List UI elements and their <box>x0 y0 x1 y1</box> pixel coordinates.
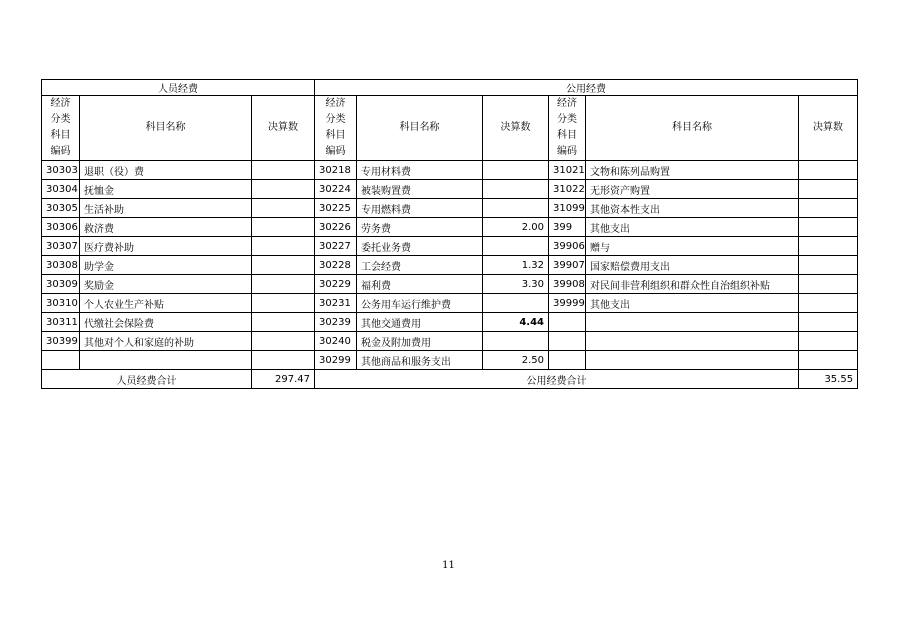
public-name-cell: 专用材料费 <box>357 161 483 180</box>
public-code-cell: 30239 <box>315 313 357 332</box>
code-header-line: 科目 <box>557 130 578 141</box>
capital-name-cell: 国家赔偿费用支出 <box>586 256 799 275</box>
personnel-amount-cell <box>252 313 315 332</box>
public-name-cell: 被装购置费 <box>357 180 483 199</box>
code-header-line: 分类 <box>50 114 71 125</box>
personnel-amount-cell <box>252 237 315 256</box>
capital-code-cell: 39906 <box>549 237 586 256</box>
personnel-name-cell: 个人农业生产补贴 <box>80 294 252 313</box>
public-name-cell: 税金及附加费用 <box>357 332 483 351</box>
public-total-label: 公用经费合计 <box>315 370 799 389</box>
code-header-line: 经济 <box>50 98 71 109</box>
capital-code-cell: 31099 <box>549 199 586 218</box>
column-header-row <box>42 96 858 161</box>
public-name-cell: 福利费 <box>357 275 483 294</box>
capital-code-cell: 31022 <box>549 180 586 199</box>
section-header-row <box>42 80 858 96</box>
capital-amount-cell <box>799 180 858 199</box>
amount-column-header: 决算数 <box>483 96 549 161</box>
capital-name-cell: 其他资本性支出 <box>586 199 799 218</box>
code-header-line: 编码 <box>325 146 346 157</box>
page-number: 11 <box>442 560 455 571</box>
capital-amount-cell <box>799 351 858 370</box>
personnel-amount-cell <box>252 199 315 218</box>
personnel-name-cell: 退职（役）费 <box>80 161 252 180</box>
public-total-value: 35.55 <box>799 370 858 389</box>
personnel-code-cell: 30303 <box>42 161 80 180</box>
table-row <box>42 275 858 294</box>
personnel-name-cell: 其他对个人和家庭的补助 <box>80 332 252 351</box>
personnel-amount-cell <box>252 180 315 199</box>
personnel-code-cell: 30307 <box>42 237 80 256</box>
personnel-code-cell <box>42 351 80 370</box>
capital-name-cell: 文物和陈列品购置 <box>586 161 799 180</box>
personnel-amount-cell <box>252 332 315 351</box>
capital-code-cell <box>549 332 586 351</box>
public-amount-cell <box>483 161 549 180</box>
public-amount-cell <box>483 237 549 256</box>
personnel-code-cell: 30399 <box>42 332 80 351</box>
capital-name-cell: 其他支出 <box>586 218 799 237</box>
code-header-line: 经济 <box>325 98 346 109</box>
table-row <box>42 237 858 256</box>
code-header-line: 分类 <box>557 114 578 125</box>
code-header-line: 分类 <box>325 114 346 125</box>
capital-amount-cell <box>799 332 858 351</box>
capital-name-cell <box>586 332 799 351</box>
capital-code-cell: 39908 <box>549 275 586 294</box>
capital-code-cell: 39999 <box>549 294 586 313</box>
name-column-header: 科目名称 <box>357 96 483 161</box>
personnel-amount-cell <box>252 351 315 370</box>
capital-code-cell: 399 <box>549 218 586 237</box>
public-section-title: 公用经费 <box>315 80 858 96</box>
public-amount-cell <box>483 294 549 313</box>
code-header-line: 编码 <box>50 146 71 157</box>
public-code-cell: 30226 <box>315 218 357 237</box>
capital-code-cell: 39907 <box>549 256 586 275</box>
table-row <box>42 161 858 180</box>
table-row <box>42 313 858 332</box>
personnel-code-cell: 30309 <box>42 275 80 294</box>
table-row <box>42 180 858 199</box>
table-row <box>42 256 858 275</box>
public-code-cell: 30224 <box>315 180 357 199</box>
code-column-header <box>42 96 80 161</box>
public-code-cell: 30240 <box>315 332 357 351</box>
public-name-cell: 工会经费 <box>357 256 483 275</box>
public-amount-cell <box>483 332 549 351</box>
public-name-cell: 其他商品和服务支出 <box>357 351 483 370</box>
personnel-name-cell: 生活补助 <box>80 199 252 218</box>
expenditure-table <box>41 79 858 389</box>
name-column-header: 科目名称 <box>80 96 252 161</box>
public-amount-cell: 3.30 <box>483 275 549 294</box>
personnel-code-cell: 30306 <box>42 218 80 237</box>
personnel-name-cell: 抚恤金 <box>80 180 252 199</box>
personnel-code-cell: 30305 <box>42 199 80 218</box>
public-name-cell: 其他交通费用 <box>357 313 483 332</box>
public-amount-cell: 2.00 <box>483 218 549 237</box>
personnel-amount-cell <box>252 161 315 180</box>
amount-column-header: 决算数 <box>799 96 858 161</box>
capital-amount-cell <box>799 218 858 237</box>
table-row <box>42 218 858 237</box>
public-name-cell: 专用燃料费 <box>357 199 483 218</box>
personnel-code-cell: 30308 <box>42 256 80 275</box>
capital-amount-cell <box>799 161 858 180</box>
public-code-cell: 30218 <box>315 161 357 180</box>
public-code-cell: 30225 <box>315 199 357 218</box>
capital-amount-cell <box>799 199 858 218</box>
public-code-cell: 30229 <box>315 275 357 294</box>
personnel-total-label: 人员经费合计 <box>42 370 252 389</box>
personnel-name-cell: 救济费 <box>80 218 252 237</box>
personnel-name-cell: 奖励金 <box>80 275 252 294</box>
public-code-cell: 30299 <box>315 351 357 370</box>
table-row <box>42 199 858 218</box>
public-name-cell: 委托业务费 <box>357 237 483 256</box>
public-name-cell: 劳务费 <box>357 218 483 237</box>
personnel-total-value: 297.47 <box>252 370 315 389</box>
code-header-line: 经济 <box>557 98 578 109</box>
personnel-name-cell: 助学金 <box>80 256 252 275</box>
personnel-amount-cell <box>252 218 315 237</box>
capital-name-cell: 其他支出 <box>586 294 799 313</box>
capital-name-cell: 赠与 <box>586 237 799 256</box>
capital-code-cell <box>549 313 586 332</box>
capital-name-cell <box>586 351 799 370</box>
capital-amount-cell <box>799 237 858 256</box>
public-name-cell: 公务用车运行维护费 <box>357 294 483 313</box>
personnel-name-cell <box>80 351 252 370</box>
personnel-code-cell: 30310 <box>42 294 80 313</box>
capital-name-cell <box>586 313 799 332</box>
personnel-section-title: 人员经费 <box>42 80 315 96</box>
capital-code-cell <box>549 351 586 370</box>
personnel-amount-cell <box>252 256 315 275</box>
personnel-code-cell: 30304 <box>42 180 80 199</box>
public-amount-cell: 1.32 <box>483 256 549 275</box>
capital-name-cell: 无形资产购置 <box>586 180 799 199</box>
name-column-header: 科目名称 <box>586 96 799 161</box>
code-header-line: 科目 <box>50 130 71 141</box>
totals-row <box>42 370 858 389</box>
personnel-name-cell: 医疗费补助 <box>80 237 252 256</box>
code-header-line: 科目 <box>325 130 346 141</box>
table-row <box>42 351 858 370</box>
capital-code-cell: 31021 <box>549 161 586 180</box>
capital-name-cell: 对民间非营利组织和群众性自治组织补贴 <box>586 275 799 294</box>
amount-column-header: 决算数 <box>252 96 315 161</box>
personnel-amount-cell <box>252 275 315 294</box>
table-row <box>42 332 858 351</box>
public-amount-cell <box>483 180 549 199</box>
public-amount-cell: 4.44 <box>483 313 549 332</box>
capital-amount-cell <box>799 294 858 313</box>
public-code-cell: 30228 <box>315 256 357 275</box>
capital-amount-cell <box>799 313 858 332</box>
public-code-cell: 30227 <box>315 237 357 256</box>
personnel-code-cell: 30311 <box>42 313 80 332</box>
table-row <box>42 294 858 313</box>
code-header-line: 编码 <box>557 146 578 157</box>
code-column-header <box>549 96 586 161</box>
capital-amount-cell <box>799 256 858 275</box>
public-amount-cell: 2.50 <box>483 351 549 370</box>
public-amount-cell <box>483 199 549 218</box>
public-code-cell: 30231 <box>315 294 357 313</box>
capital-amount-cell <box>799 275 858 294</box>
personnel-amount-cell <box>252 294 315 313</box>
code-column-header <box>315 96 357 161</box>
personnel-name-cell: 代缴社会保险费 <box>80 313 252 332</box>
